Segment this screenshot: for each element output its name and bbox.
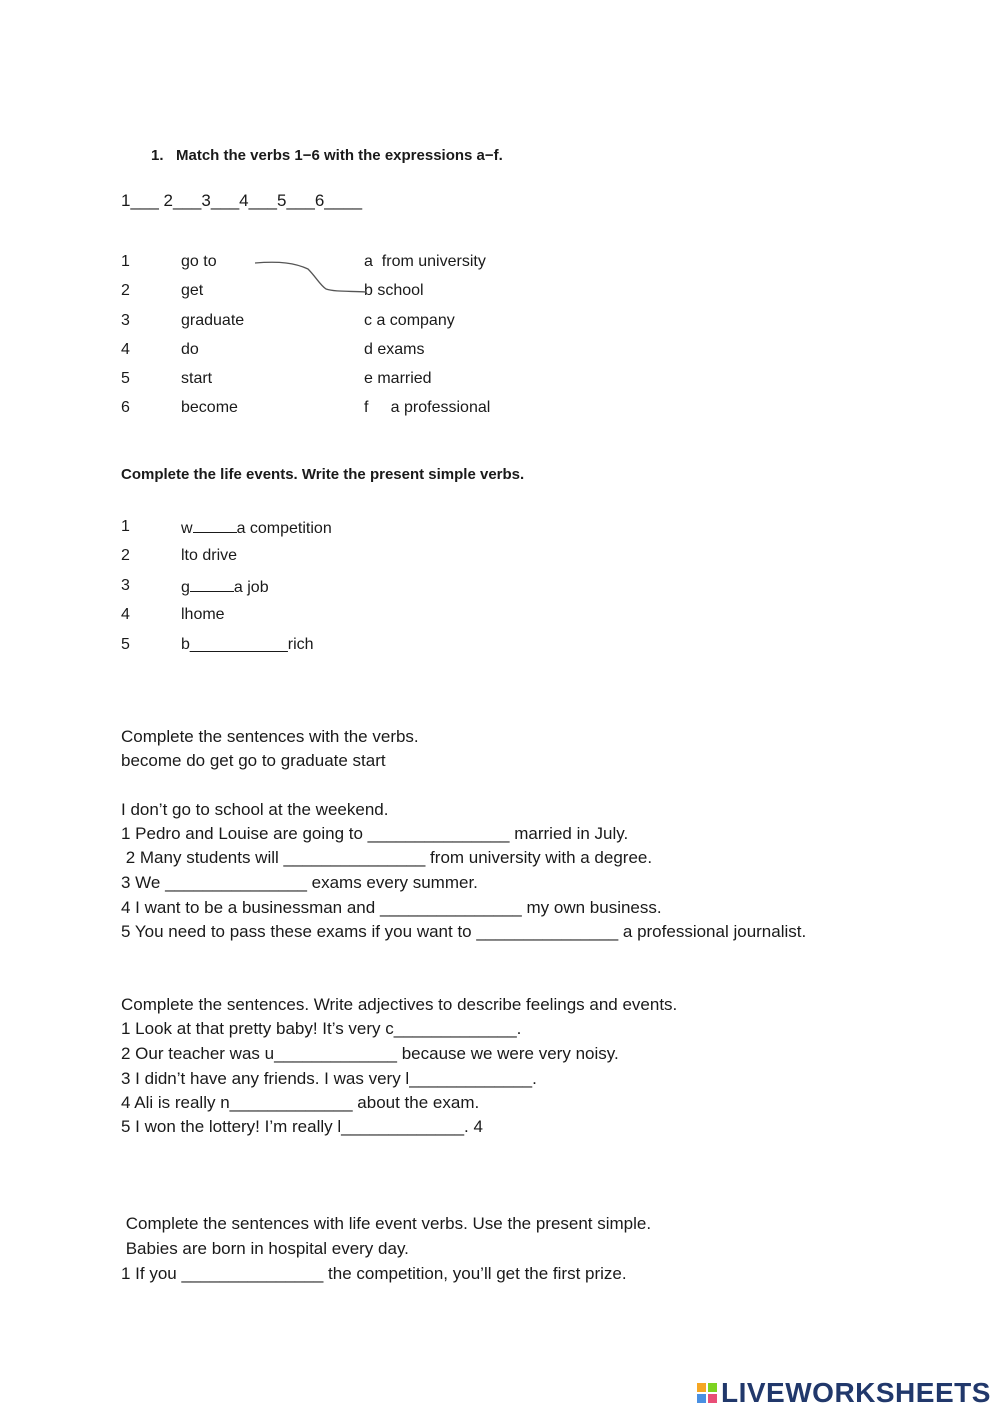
- expression-item: c a company: [364, 312, 455, 329]
- life-event-item: lhome: [181, 606, 225, 623]
- life-event-item: lto drive: [181, 547, 238, 564]
- sentence-item[interactable]: 1 If you _______________ the competition, you’ll get the first prize.: [121, 1264, 627, 1283]
- life-event-item: [181, 518, 332, 538]
- answer-blank[interactable]: [193, 518, 237, 533]
- row-number: 2: [121, 547, 130, 564]
- exercise3-heading: Complete the sentences with the verbs.: [121, 727, 419, 746]
- row-number: 6: [121, 399, 130, 416]
- expression-item: a from university: [364, 253, 486, 270]
- exercise2-heading: Complete the life events. Write the present simple verbs.: [121, 466, 525, 483]
- verb-item: go to: [181, 253, 217, 270]
- row-number: 3: [121, 577, 130, 594]
- phrase-suffix: a competition: [236, 520, 332, 537]
- sentence-item[interactable]: 4 I want to be a businessman and _______________ my own business.: [121, 898, 662, 917]
- sentence-item[interactable]: 4 Ali is really n_____________ about the exam.: [121, 1093, 480, 1112]
- expression-item: e married: [364, 370, 432, 387]
- exercise5-heading: Complete the sentences with life event verbs. Use the present simple.: [121, 1214, 652, 1233]
- matching-connector-line[interactable]: [250, 255, 370, 300]
- expression-item: f a professional: [364, 399, 491, 416]
- exercise4-heading: Complete the sentences. Write adjectives to describe feelings and events.: [121, 995, 678, 1014]
- sentence-item[interactable]: 2 Many students will _______________ from university with a degree.: [121, 848, 653, 867]
- sentence-item[interactable]: 5 I won the lottery! I’m really l_____________. 4: [121, 1117, 483, 1136]
- exercise1-answer-line[interactable]: 1___ 2___3___4___5___6____: [121, 191, 363, 210]
- life-event-item: [181, 577, 269, 597]
- expression-item: b school: [364, 282, 424, 299]
- exercise1-heading: 1. Match the verbs 1−6 with the expressions a−f.: [151, 147, 503, 164]
- verb-item: start: [181, 370, 213, 387]
- logo-text: LIVEWORKSHEETS: [721, 1377, 991, 1408]
- row-number: 5: [121, 370, 130, 387]
- example-sentence: Babies are born in hospital every day.: [121, 1239, 409, 1258]
- logo-mark-icon: [697, 1383, 717, 1403]
- row-number: 4: [121, 606, 130, 623]
- sentence-item[interactable]: 3 I didn’t have any friends. I was very l_____________.: [121, 1069, 537, 1088]
- row-number: 4: [121, 341, 130, 358]
- answer-blank[interactable]: [190, 577, 234, 592]
- sentence-item[interactable]: 1 Look at that pretty baby! It’s very c_____________.: [121, 1019, 522, 1038]
- liveworksheets-logo: [697, 1378, 991, 1408]
- verb-item: do: [181, 341, 199, 358]
- word-bank: become do get go to graduate start: [121, 751, 386, 770]
- row-number: 1: [121, 253, 130, 270]
- sentence-item[interactable]: 3 We _______________ exams every summer.: [121, 873, 478, 892]
- row-number: 1: [121, 518, 130, 535]
- sentence-item[interactable]: 2 Our teacher was u_____________ because we were very noisy.: [121, 1044, 619, 1063]
- verb-item: become: [181, 399, 238, 416]
- expression-item: d exams: [364, 341, 425, 358]
- verb-item: get: [181, 282, 204, 299]
- letter-prefix: g: [181, 579, 190, 596]
- letter-prefix: w: [181, 520, 193, 537]
- row-number: 5: [121, 636, 130, 653]
- row-number: 2: [121, 282, 130, 299]
- verb-item: graduate: [181, 312, 245, 329]
- row-number: 3: [121, 312, 130, 329]
- phrase-suffix: a job: [233, 579, 269, 596]
- life-event-item[interactable]: b___________rich: [181, 636, 314, 653]
- sentence-item[interactable]: 5 You need to pass these exams if you want to _______________ a professional journalist.: [121, 922, 807, 941]
- example-sentence: I don’t go to school at the weekend.: [121, 800, 389, 819]
- sentence-item[interactable]: 1 Pedro and Louise are going to _______________ married in July.: [121, 824, 629, 843]
